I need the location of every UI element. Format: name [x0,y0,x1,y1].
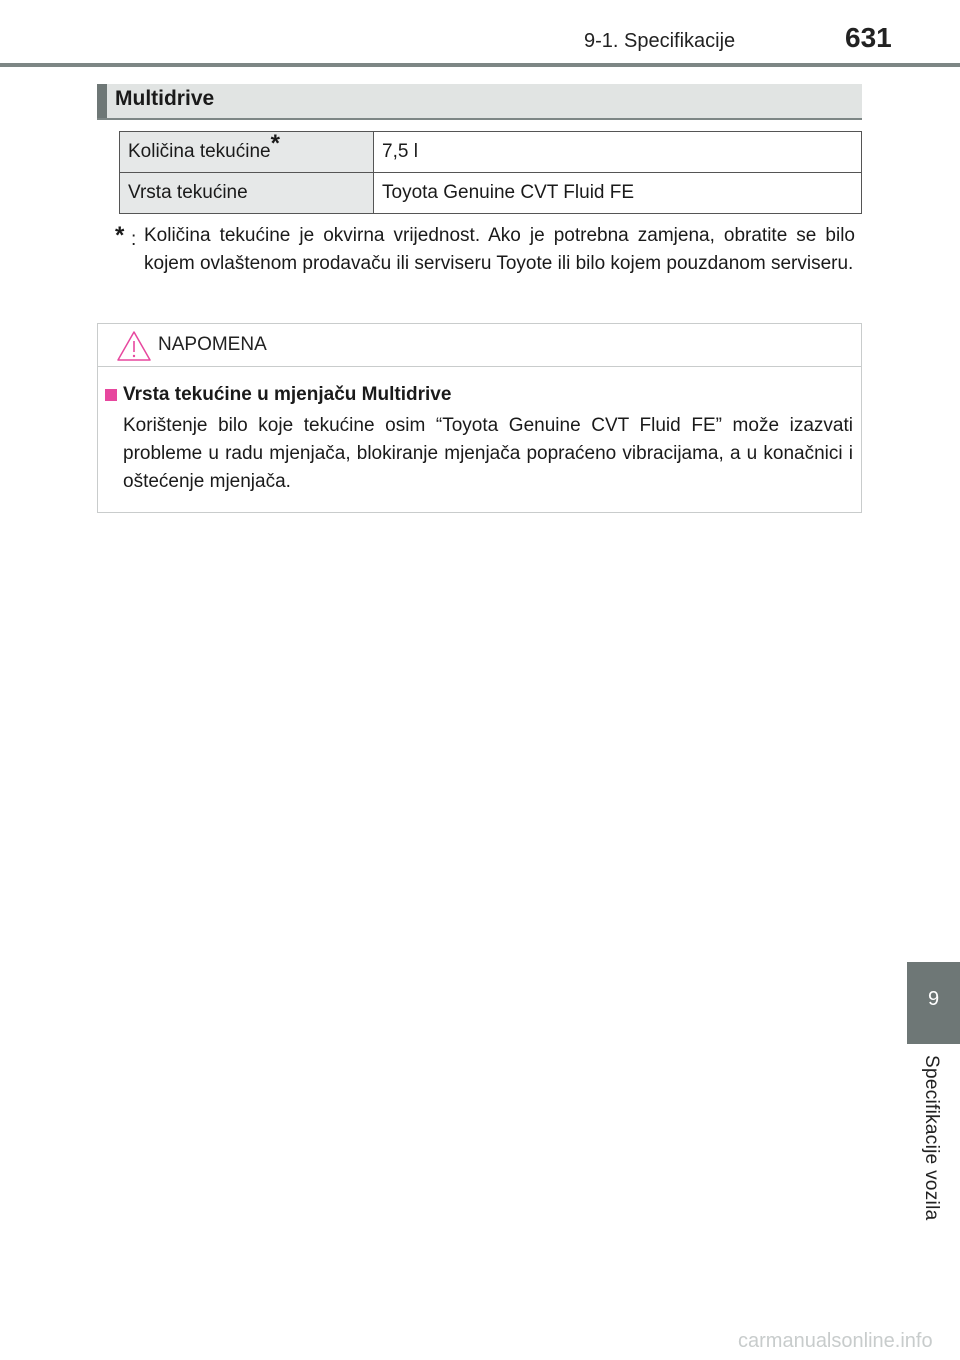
chapter-number: 9 [927,988,940,1010]
page-number: 631 [845,22,892,53]
footnote-asterisk: * [270,130,280,157]
watermark: carmanualsonline.info [738,1330,933,1352]
chapter-tab [907,962,960,1044]
spec-label-cell [120,132,374,173]
bullet-square-icon [105,389,117,401]
notice-body: Korištenje bilo koje tekućine osim “Toyota Genuine CVT Fluid FE” može izazvati probleme u radu mjenjača, blokiranje mjenjača popraćeno vibracijama, a u konačnici i oštećenje mjenjača. [123,415,853,492]
spec-value: 7,5 l [374,132,862,173]
spec-label-cell [120,173,374,214]
notice-subtitle: Vrsta tekućine u mjenjaču Multidrive [123,384,452,405]
table-row [120,132,862,173]
spec-table [119,131,862,214]
section-title-bar [97,84,862,120]
spec-label: Količina tekućine [128,141,271,162]
footnote-separator: : [131,229,137,250]
table-row [120,173,862,214]
spec-label: Vrsta tekućine [128,182,248,203]
warning-triangle-icon [116,330,152,362]
spec-value: Toyota Genuine CVT Fluid FE [374,173,862,214]
notice-header [98,324,861,367]
footnote [115,222,855,278]
notice-box [97,323,862,513]
section-title: Multidrive [115,87,215,110]
section-bar-accent [97,84,107,118]
footnote-mark: * [115,222,125,249]
header-section-title: 9-1. Specifikacije [584,30,736,52]
notice-title: NAPOMENA [158,334,267,355]
footnote-text: Količina tekućine je okvirna vrijednost. Ako je potrebna zamjena, obratite se bilo kojem ovlaštenom prodavaču ili serviseru Toyote ili bilo kojem pouzdanom serviseru. [144,225,855,274]
chapter-label: Specifikacije vozila [921,1055,942,1221]
header-rule [0,63,960,67]
